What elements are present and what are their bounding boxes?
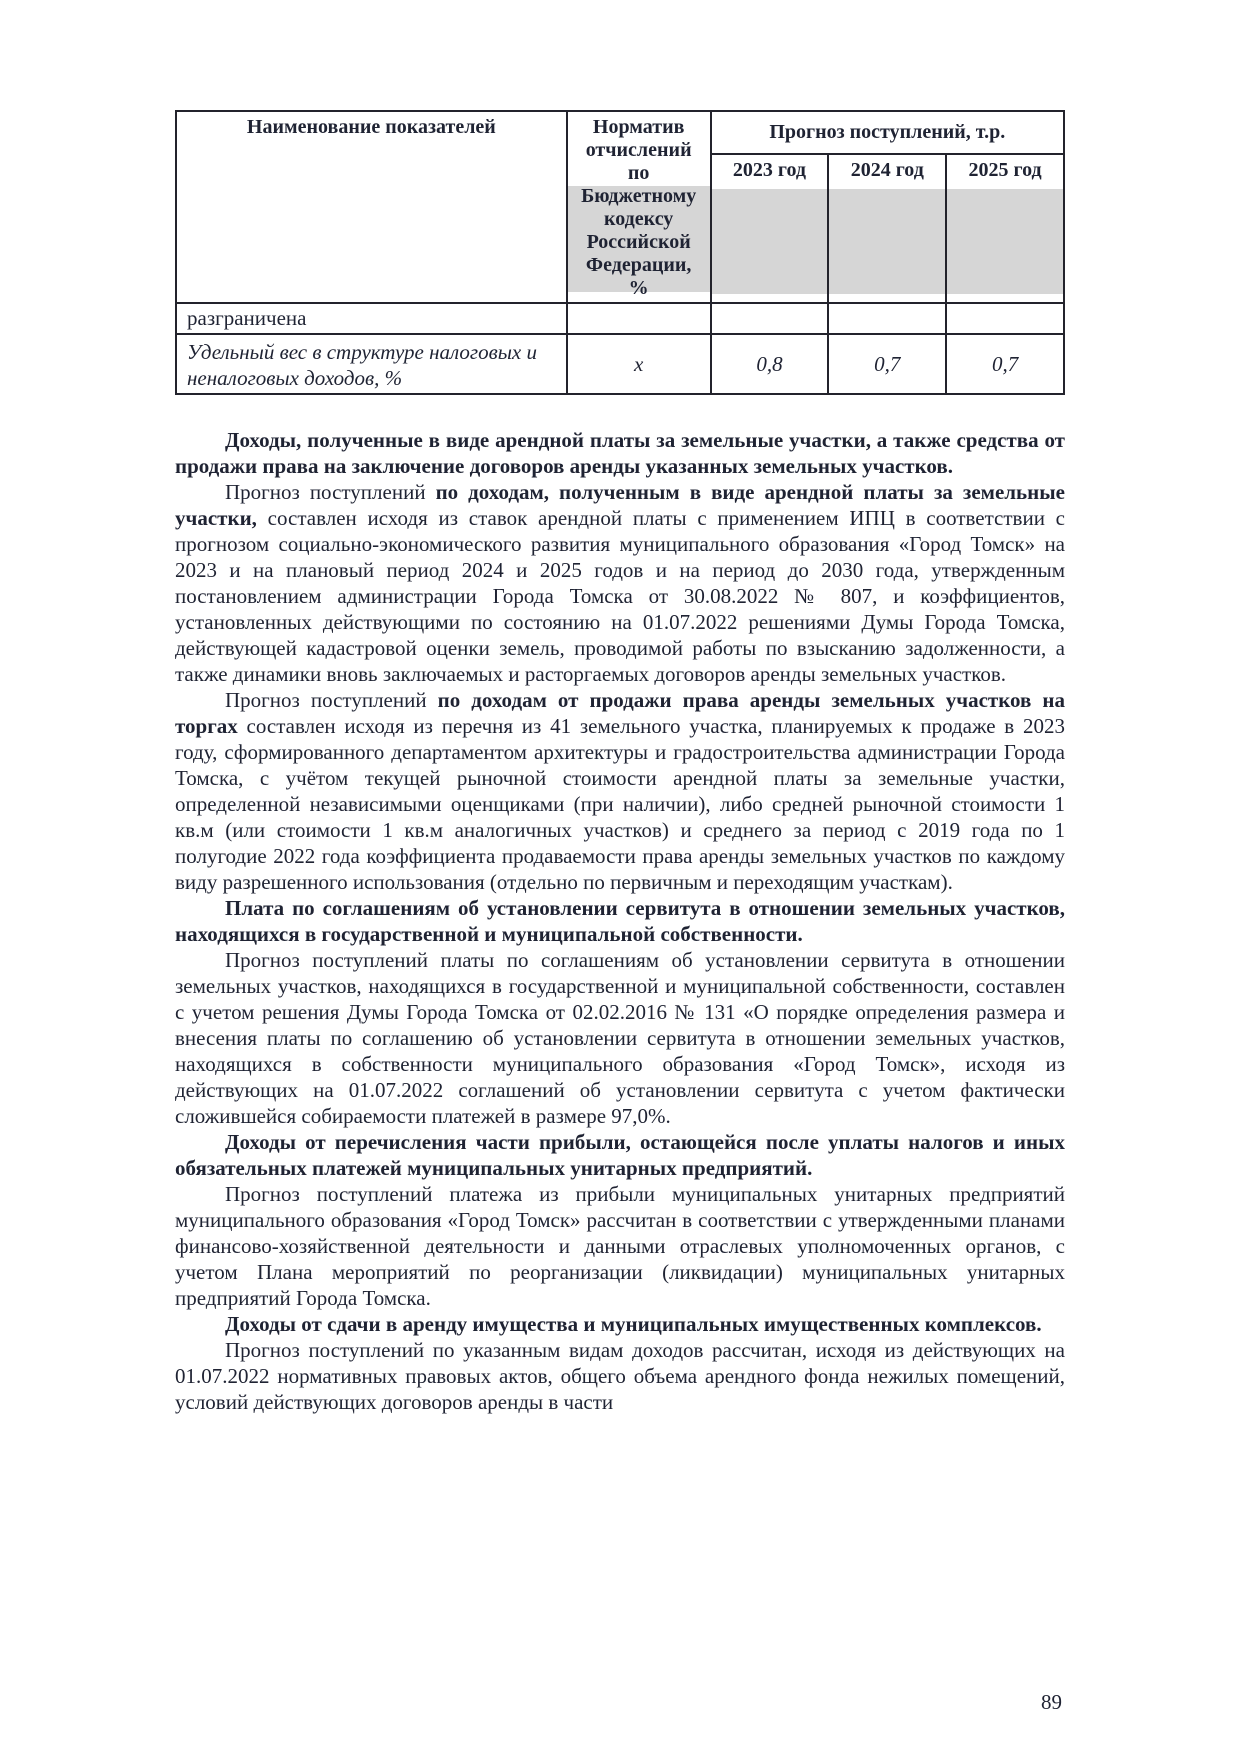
row-2024-cell [828,303,946,334]
text-run: составлен исходя из перечня из 41 земельного участка, планируемых к продаже в 2023 году, сформированного департаментом архитектуры и градостроительства администрации Города Томска, с учётом текущей рыночной стоимости арендной платы за земельные участки, определенной независимыми оценщиками (при наличии), либо средней рыночной стоимости 1 кв.м (или стоимости 1 кв.м аналогичных участков) и среднего за период с 2019 года по 1 полугодие 2022 года коэффициента продаваемости права аренды земельных участков по каждому виду разрешенного использования (отдельно по первичным и переходящим участкам). [175,714,1065,894]
row-indicator-cell: Удельный вес в структуре налоговых и неналоговых доходов, % [176,334,567,394]
paragraph-heading [175,427,1065,479]
paragraph [175,687,1065,895]
paragraph [175,1181,1065,1311]
page-number: 89 [1041,1690,1062,1714]
paragraph [175,1337,1065,1415]
paragraph [175,479,1065,687]
paragraph-heading [175,1129,1065,1181]
row-2024-cell: 0,7 [828,334,946,394]
table-header-forecast-group: Прогноз поступлений, т.р. [711,111,1064,154]
paragraph [175,947,1065,1129]
text-run: Плата по соглашениям об установлении сервитута в отношении земельных участков, находящихся в государственной и муниципальной собственности. [175,896,1065,946]
text-run: Прогноз поступлений [225,688,438,712]
text-run: Доходы от перечисления части прибыли, остающейся после уплаты налогов и иных обязательных платежей муниципальных унитарных предприятий. [175,1130,1065,1180]
table-header-norm: Норматив отчислений по Бюджетному кодексу Российской Федерации, % [567,111,711,303]
table-header-year-2023: 2023 год [711,154,829,303]
table-header-indicator: Наименование показателей [176,111,567,303]
text-run: Прогноз поступлений платы по соглашениям об установлении сервитута в отношении земельных участков, находящихся в государственной и муниципальной собственности, составлен с учетом решения Думы Города Томска от 02.02.2016 № 131 «О порядке определения размера и внесения платы по соглашению об установлении сервитута в отношении земельных участков, находящихся в собственности муниципального образования «Город Томск», исходя из действующих на 01.07.2022 соглашений об установлении сервитута с учетом фактически сложившейся собираемости платежей в размере 97,0%. [175,948,1065,1128]
table-row [176,334,1064,394]
table-header-year-2025: 2025 год [946,154,1064,303]
row-2023-cell [711,303,829,334]
body-text [175,427,1065,1415]
text-run: по доходам, полученным в виде арендной платы за земельные участки, [175,480,1065,530]
row-2023-cell: 0,8 [711,334,829,394]
text-run: Прогноз поступлений платежа из прибыли муниципальных унитарных предприятий муниципального образования «Город Томск» рассчитан в соответствии с утвержденными планами финансово-хозяйственной деятельности и данными отраслевых уполномоченных органов, с учетом Плана мероприятий по реорганизации (ликвидации) муниципальных унитарных предприятий Города Томска. [175,1182,1065,1310]
revenue-forecast-table [175,110,1065,395]
text-run: Доходы, полученные в виде арендной платы за земельные участки, а также средства от продажи права на заключение договоров аренды указанных земельных участков. [175,428,1065,478]
table-row [176,303,1064,334]
text-run: Прогноз поступлений [225,480,436,504]
paragraph-heading [175,895,1065,947]
text-run: составлен исходя из ставок арендной платы с применением ИПЦ в соответствии с прогнозом социально-экономического развития муниципального образования «Город Томск» на 2023 и на плановый период 2024 и 2025 годов и на период до 2030 года, утвержденным постановлением администрации Города Томска от 30.08.2022 № 807, и коэффициентов, установленных действующими по состоянию на 01.07.2022 решениями Думы Города Томска, действующей кадастровой оценки земель, проводимой работы по взысканию задолженности, а также динамики вновь заключаемых и расторгаемых договоров аренды земельных участков. [175,506,1065,686]
table-header-year-2024: 2024 год [828,154,946,303]
row-norm-cell [567,303,711,334]
row-norm-cell: х [567,334,711,394]
table-header-row [176,111,1064,154]
row-indicator-cell: разграничена [176,303,567,334]
text-run: Доходы от сдачи в аренду имущества и муниципальных имущественных комплексов. [225,1312,1042,1336]
row-2025-cell: 0,7 [946,334,1064,394]
text-run: Прогноз поступлений по указанным видам доходов рассчитан, исходя из действующих на 01.07.2022 нормативных правовых актов, общего объема арендного фонда нежилых помещений, условий действующих договоров аренды в части [175,1338,1065,1414]
row-2025-cell [946,303,1064,334]
text-run: по доходам от продажи права аренды земельных участков на торгах [175,688,1065,738]
paragraph-heading [175,1311,1065,1337]
